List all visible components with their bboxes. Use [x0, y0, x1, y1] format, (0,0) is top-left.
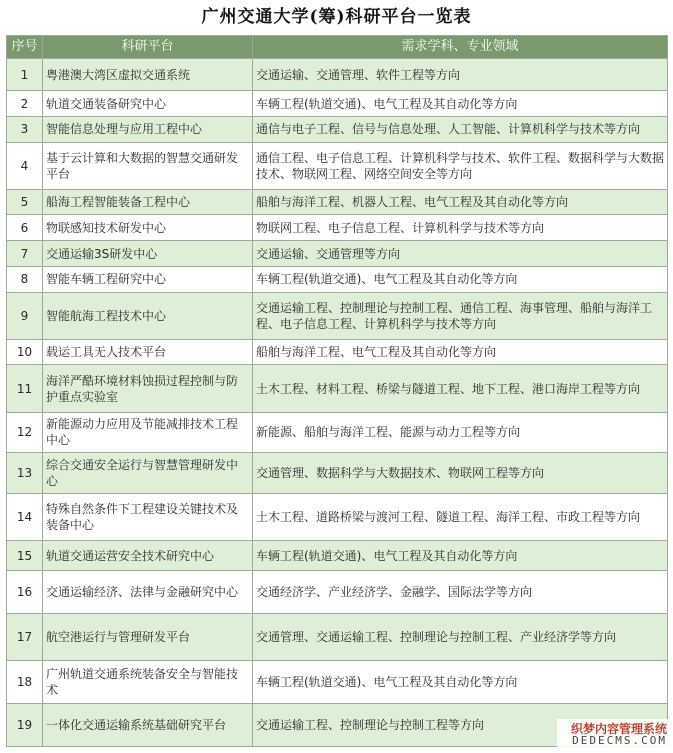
row-field: 船舶与海洋工程、电气工程及其自动化等方向: [253, 339, 668, 365]
row-field: 车辆工程(轨道交通)、电气工程及其自动化等方向: [253, 541, 668, 571]
table-row: [7, 365, 668, 412]
row-field: 交通管理、数据科学与大数据技术、物联网工程等方向: [253, 453, 668, 494]
row-platform: 综合交通安全运行与智慧管理研发中心: [43, 453, 253, 494]
row-num: 13: [7, 453, 43, 494]
platform-table: [6, 35, 668, 747]
row-num: 16: [7, 571, 43, 614]
table-row: [7, 541, 668, 571]
table-row: [7, 189, 668, 215]
watermark-domain: DEDECMS.COM: [572, 734, 667, 747]
row-platform: 新能源动力应用及节能减排技术工程中心: [43, 412, 253, 453]
table-row: [7, 339, 668, 365]
row-num: 6: [7, 215, 43, 241]
table-row: [7, 292, 668, 339]
row-platform: 物联感知技术研发中心: [43, 215, 253, 241]
row-num: 1: [7, 59, 43, 91]
row-platform: 基于云计算和大数据的智慧交通研发平台: [43, 142, 253, 189]
table-row: [7, 241, 668, 267]
row-field: 交通管理、交通运输工程、控制理论与控制工程、产业经济学等方向: [253, 614, 668, 661]
row-field: 船舶与海洋工程、机器人工程、电气工程及其自动化等方向: [253, 189, 668, 215]
row-num: 2: [7, 91, 43, 117]
row-field: 车辆工程(轨道交通)、电气工程及其自动化等方向: [253, 266, 668, 292]
table-row: [7, 412, 668, 453]
table-row: [7, 59, 668, 91]
row-num: 10: [7, 339, 43, 365]
header-num: 序号: [7, 36, 43, 59]
row-field: 通信与电子工程、信号与信息处理、人工智能、计算机科学与技术等方向: [253, 116, 668, 142]
row-num: 14: [7, 494, 43, 541]
row-num: 17: [7, 614, 43, 661]
row-field: 交通运输、交通管理等方向: [253, 241, 668, 267]
row-field: 交通运输工程、控制理论与控制工程等方向: [253, 704, 668, 747]
row-num: 15: [7, 541, 43, 571]
row-platform: 智能车辆工程研究中心: [43, 266, 253, 292]
header-field: 需求学科、专业领域: [253, 36, 668, 59]
table-row: [7, 266, 668, 292]
row-field: 交通运输工程、控制理论与控制工程、通信工程、海事管理、船舶与海洋工程、电子信息工程、计算机科学与技术等方向: [253, 292, 668, 339]
row-num: 5: [7, 189, 43, 215]
row-field: 土木工程、道路桥梁与渡河工程、隧道工程、海洋工程、市政工程等方向: [253, 494, 668, 541]
table-row: [7, 215, 668, 241]
row-platform: 交通运输3S研发中心: [43, 241, 253, 267]
row-platform: 交通运输经济、法律与金融研究中心: [43, 571, 253, 614]
table-row: [7, 453, 668, 494]
row-num: 19: [7, 704, 43, 747]
row-num: 11: [7, 365, 43, 412]
row-field: 通信工程、电子信息工程、计算机科学与技术、软件工程、数据科学与大数据技术、物联网工程、网络空间安全等方向: [253, 142, 668, 189]
row-num: 3: [7, 116, 43, 142]
row-field: 车辆工程(轨道交通)、电气工程及其自动化等方向: [253, 91, 668, 117]
row-num: 9: [7, 292, 43, 339]
row-num: 18: [7, 661, 43, 704]
row-num: 7: [7, 241, 43, 267]
table-row: [7, 571, 668, 614]
table-row: [7, 614, 668, 661]
table-row: [7, 494, 668, 541]
page-title: 广州交通大学(筹)科研平台一览表: [201, 7, 472, 27]
row-platform: 粤港澳大湾区虚拟交通系统: [43, 59, 253, 91]
row-num: 12: [7, 412, 43, 453]
row-platform: 航空港运行与管理研发平台: [43, 614, 253, 661]
row-field: 交通经济学、产业经济学、金融学、国际法学等方向: [253, 571, 668, 614]
row-field: 交通运输、交通管理、软件工程等方向: [253, 59, 668, 91]
row-platform: 船海工程智能装备工程中心: [43, 189, 253, 215]
watermark: [557, 719, 669, 749]
header-platform: 科研平台: [43, 36, 253, 59]
row-platform: 特殊自然条件下工程建设关键技术及装备中心: [43, 494, 253, 541]
table-row: [7, 661, 668, 704]
row-platform: 智能信息处理与应用工程中心: [43, 116, 253, 142]
table-header-row: [7, 36, 668, 59]
table-row: [7, 142, 668, 189]
row-platform: 载运工具无人技术平台: [43, 339, 253, 365]
row-num: 8: [7, 266, 43, 292]
row-platform: 广州轨道交通系统装备安全与智能技术: [43, 661, 253, 704]
row-field: 车辆工程(轨道交通)、电气工程及其自动化等方向: [253, 661, 668, 704]
row-field: 新能源、船舶与海洋工程、能源与动力工程等方向: [253, 412, 668, 453]
row-platform: 轨道交通运营安全技术研究中心: [43, 541, 253, 571]
row-field: 物联网工程、电子信息工程、计算机科学与技术等方向: [253, 215, 668, 241]
row-field: 土木工程、材料工程、桥梁与隧道工程、地下工程、港口海岸工程等方向: [253, 365, 668, 412]
table-row: [7, 91, 668, 117]
row-num: 4: [7, 142, 43, 189]
row-platform: 轨道交通装备研究中心: [43, 91, 253, 117]
watermark-text: 织梦内容管理系统: [570, 722, 667, 736]
row-platform: 一体化交通运输系统基础研究平台: [43, 704, 253, 747]
row-platform: 海洋严酷环境材料蚀损过程控制与防护重点实验室: [43, 365, 253, 412]
table-row: [7, 116, 668, 142]
row-platform: 智能航海工程技术中心: [43, 292, 253, 339]
